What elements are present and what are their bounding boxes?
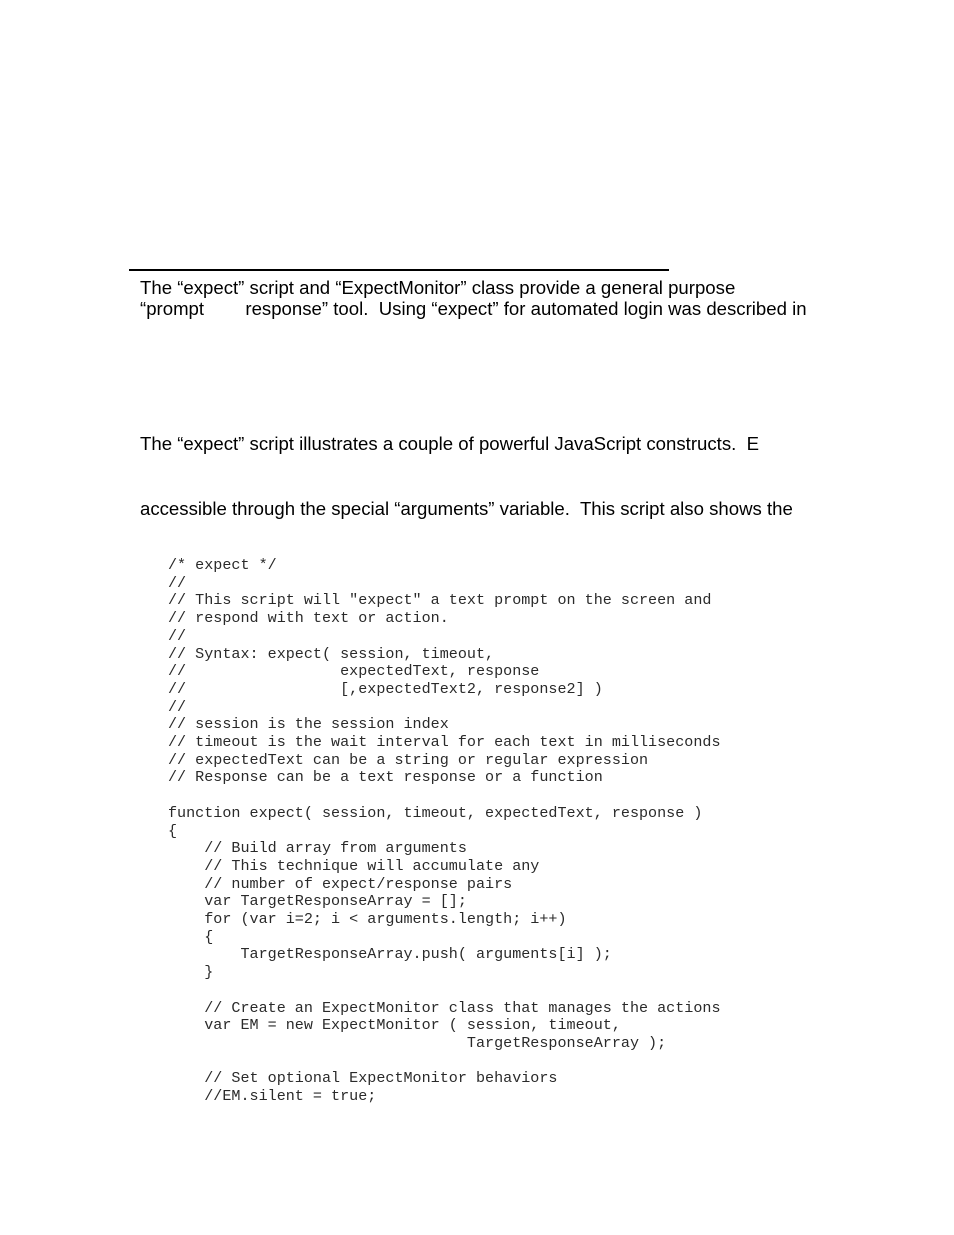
code-line: // number of expect/response pairs (168, 874, 513, 893)
code-line: TargetResponseArray ); (168, 1033, 667, 1052)
code-line: //EM.silent = true; (168, 1087, 377, 1106)
code-line: // This technique will accumulate any (168, 856, 540, 875)
paragraph-arguments (140, 498, 793, 519)
paragraph-line: “prompt response” tool. Using “expect” for automated login was described in (140, 298, 807, 319)
code-line: var TargetResponseArray = []; (168, 892, 467, 911)
code-line: // Set optional ExpectMonitor behaviors (168, 1069, 558, 1088)
code-line: TargetResponseArray.push( arguments[i] ); (168, 945, 612, 964)
code-line: // [,expectedText2, response2] ) (168, 679, 603, 698)
code-line: var EM = new ExpectMonitor ( session, timeout, (168, 1016, 621, 1035)
code-line: for (var i=2; i < arguments.length; i++) (168, 910, 567, 929)
code-line: // Response can be a text response or a function (168, 768, 603, 787)
code-line: // expectedText can be a string or regular expression (168, 750, 649, 769)
code-line: // expectedText, response (168, 662, 540, 681)
code-line: { (168, 821, 178, 840)
code-line: } (168, 963, 214, 982)
code-line: { (168, 927, 214, 946)
code-line: // session is the session index (168, 715, 449, 734)
code-line (168, 982, 721, 1000)
code-line: // (168, 697, 187, 716)
code-line: // (168, 573, 187, 592)
paragraph-intro (140, 277, 807, 319)
code-line: // respond with text or action. (168, 609, 449, 628)
code-line: // Syntax: expect( session, timeout, (168, 644, 495, 663)
code-listing (168, 557, 721, 1106)
code-line: /* expect */ (168, 556, 277, 574)
paragraph-constructs (140, 433, 759, 454)
code-line: // Create an ExpectMonitor class that manages the actions (168, 998, 721, 1017)
code-line: // This script will "expect" a text prompt on the screen and (168, 591, 712, 610)
code-line: function expect( session, timeout, expectedText, response ) (168, 803, 703, 822)
code-line: // (168, 626, 187, 645)
code-line (168, 787, 721, 805)
code-line (168, 1053, 721, 1071)
paragraph-line: accessible through the special “arguments” variable. This script also shows the (140, 498, 793, 519)
code-line: // timeout is the wait interval for each text in milliseconds (168, 733, 721, 752)
paragraph-line: The “expect” script and “ExpectMonitor” class provide a general purpose (140, 277, 736, 298)
code-line: // Build array from arguments (168, 839, 467, 858)
paragraph-line: The “expect” script illustrates a couple of powerful JavaScript constructs. E (140, 433, 760, 454)
horizontal-rule (129, 269, 669, 271)
